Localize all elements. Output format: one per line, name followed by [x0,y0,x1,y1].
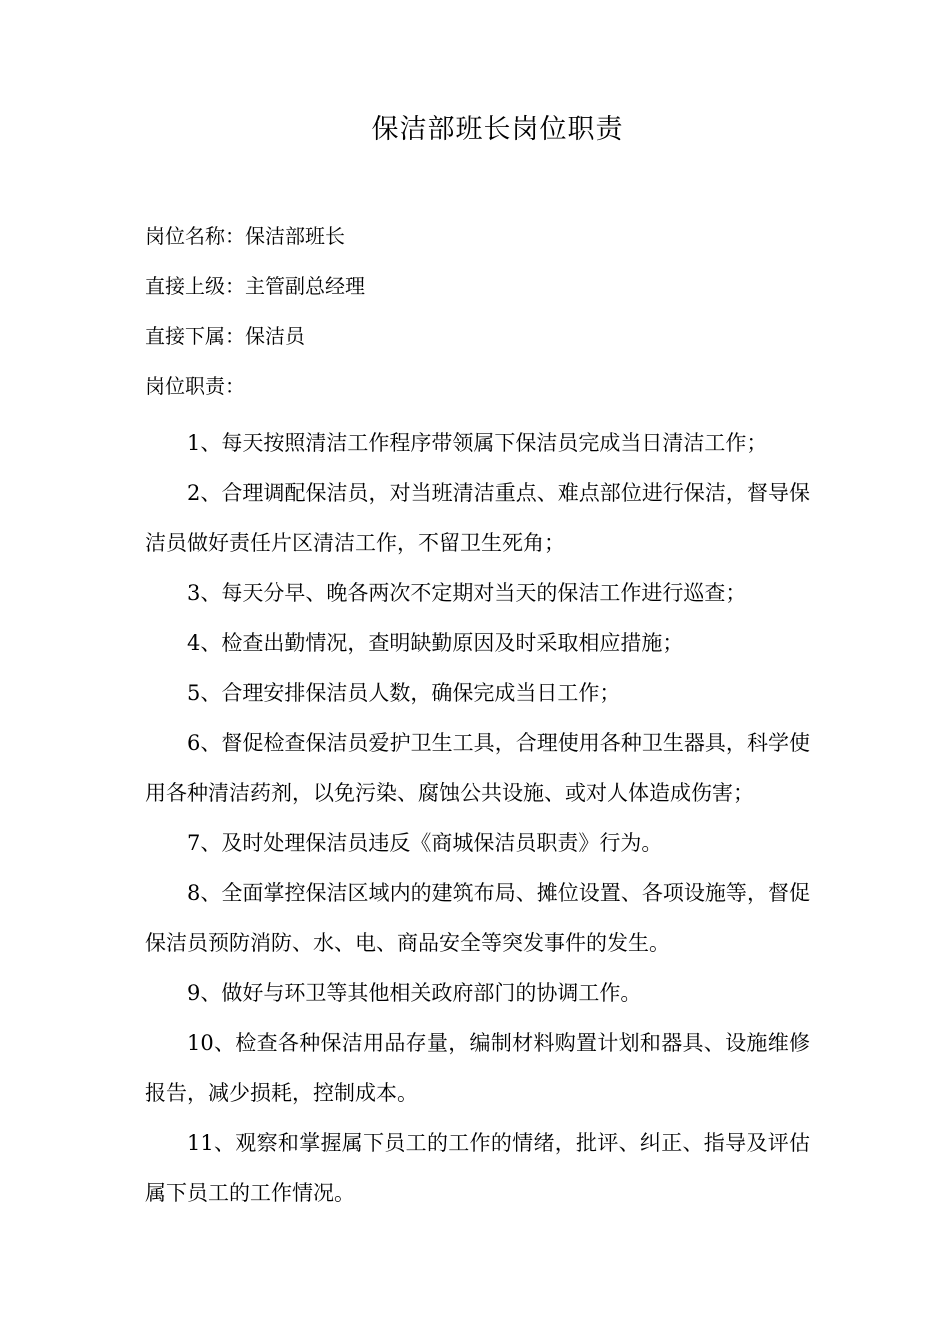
field-value: 保洁部班长 [245,224,345,248]
duty-list [145,418,810,1218]
field-direct-subordinate [145,322,305,350]
field-position-name [145,222,345,250]
duty-item-1: 1、每天按照清洁工作程序带领属下保洁员完成当日清洁工作； [187,431,768,455]
field-label: 直接下属： [145,324,245,348]
duty-item-3: 3、每天分早、晚各两次不定期对当天的保洁工作进行巡查； [187,581,747,605]
field-label: 岗位名称： [145,224,245,248]
duty-item-4: 4、检查出勤情况，查明缺勤原因及时采取相应措施； [187,631,684,655]
duty-item-9: 9、做好与环卫等其他相关政府部门的协调工作。 [187,981,642,1005]
duty-item-7: 7、及时处理保洁员违反《商城保洁员职责》行为。 [187,831,663,855]
field-duties-heading [145,372,245,400]
field-value: 主管副总经理 [245,274,365,298]
duty-item-2: 2、合理调配保洁员，对当班清洁重点、难点部位进行保洁，督导保洁员做好责任片区清洁工作，不留卫生死角； [145,481,810,555]
duty-item-11: 11、观察和掌握属下员工的工作的情绪，批评、纠正、指导及评估属下员工的工作情况。 [145,1131,810,1205]
page-title: 保洁部班长岗位职责 [371,114,624,145]
field-label: 岗位职责： [145,374,245,398]
duty-item-6: 6、督促检查保洁员爱护卫生工具，合理使用各种卫生器具，科学使用各种清洁药剂，以免污染、腐蚀公共设施、或对人体造成伤害； [145,731,810,805]
duty-item-10: 10、检查各种保洁用品存量，编制材料购置计划和器具、设施维修报告，减少损耗，控制成本。 [145,1031,810,1105]
duty-item-5: 5、合理安排保洁员人数，确保完成当日工作； [187,681,621,705]
field-value: 保洁员 [245,324,305,348]
field-direct-superior [145,272,365,300]
field-label: 直接上级： [145,274,245,298]
duty-item-8: 8、全面掌控保洁区域内的建筑布局、摊位设置、各项设施等，督促保洁员预防消防、水、电、商品安全等突发事件的发生。 [145,881,810,955]
